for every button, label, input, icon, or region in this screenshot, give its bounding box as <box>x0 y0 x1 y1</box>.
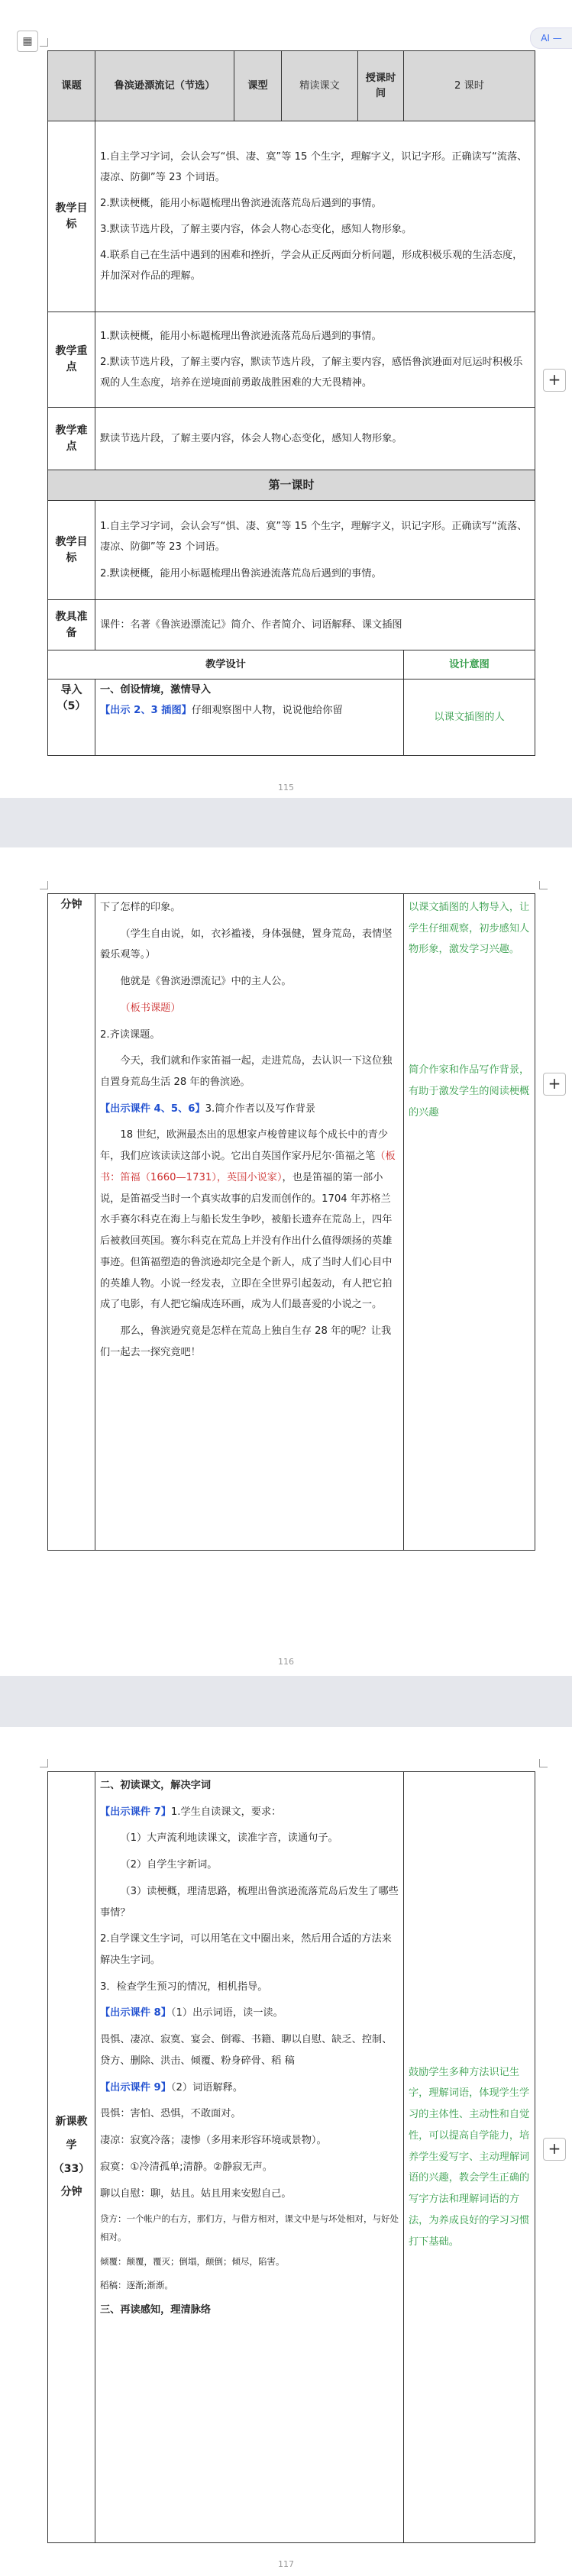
lesson-text: 2.自学课文生字词，可以用笔在文中圈出来，然后用合适的方法来解决生字词。 <box>100 1933 392 1967</box>
intro-label: 导入（5） <box>48 680 95 756</box>
requirement: （3）读梗概，理清思路，梳理出鲁滨逊流落荒岛后发生了哪些事情？ <box>100 1885 399 1919</box>
lesson-goals-label: 教学目标 <box>48 501 95 600</box>
word-definition: 寂寞：①冷清孤单;清静。②静寂无声。 <box>100 2161 273 2173</box>
topic-value: 鲁滨逊漂流记（节选） <box>95 51 234 121</box>
lesson-goal-item: 1.自主学习字词，会认会写“惧、凄、寞”等 15 个生字，理解字义，识记字形。正确读写“流落、凄凉、防御”等 23 个词语。 <box>100 521 528 554</box>
background-text: ，也是笛福的第一部小说，是笛福受当时一个真实故事的启发而创作的。1704 年苏格兰水手赛尔科克在海上与船长发生争吵，被船长遗弃在荒岛上，四年后被救回英国。赛尔科克在荒岛上并没有作出什么值得颂扬的英雄事迹。但笛福塑造的鲁滨逊却完全是个新人，成了当时人们心目中的英雄人物。小说一经发表，立即在全世界引起轰动，有人把它拍成了电影，有人把它编成连环画，成为人们最喜爱的小说之一。 <box>100 1171 393 1311</box>
page-number: 116 <box>278 1657 294 1667</box>
lesson-text: 1.学生自读课文，要求： <box>170 1806 282 1818</box>
slide-reference: 【出示课件 8】 <box>100 2007 171 2019</box>
page-gap <box>0 798 572 847</box>
goal-item: 2.默读梗概，能用小标题梳理出鲁滨逊流落荒岛后遇到的事情。 <box>100 197 382 209</box>
lesson-plan-table-cont <box>47 893 535 1551</box>
lesson-plan-table-cont <box>47 1771 535 2543</box>
lesson-plan-table <box>47 50 535 756</box>
intent-label: 设计意图 <box>404 650 535 680</box>
crop-mark <box>40 38 48 47</box>
intro-text: 下了怎样的印象。 <box>100 902 181 913</box>
closing-text: 那么，鲁滨逊究竟是怎样在荒岛上独自生存 28 年的呢？让我们一起去一探究竟吧！ <box>100 1325 392 1358</box>
board-note: （板书：笛福（1660—1731），英国小说家） <box>100 1151 396 1183</box>
page-number: 115 <box>278 783 294 792</box>
requirement: （2）自学生字新词。 <box>120 1859 218 1871</box>
lesson-text: （1）出示词语，读一读。 <box>170 2007 283 2019</box>
requirement: （1）大声流利地读课文，读准字音，读通句子。 <box>120 1832 338 1845</box>
type-label: 课型 <box>234 51 282 121</box>
slide-reference: 【出示课件 4、5、6】 <box>100 1102 205 1115</box>
intent-text: 简介作家和作品写作背景，有助于激发学生的阅读梗概的兴趣 <box>409 1064 530 1119</box>
intent-text: 以课文插图的人 <box>404 680 535 756</box>
intro-text: 3.简介作者以及写作背景 <box>205 1102 316 1115</box>
grid-icon[interactable]: ▦ <box>17 31 38 52</box>
prep-text: 课件：名著《鲁滨逊漂流记》简介、作者简介、词语解释、课文插图 <box>95 600 535 650</box>
goals-label: 教学目标 <box>48 121 95 312</box>
page-gap <box>0 1676 572 1727</box>
background-text: 18 世纪，欧洲最杰出的思想家卢梭曾建议每个成长中的青少年，我们应该读读这部小说。它出自英国作家丹尼尔·笛福之笔 <box>100 1129 389 1163</box>
document-page-3 <box>0 1727 572 2576</box>
goal-item: 1.自主学习字词，会认会写“惧、凄、寞”等 15 个生字，理解字义，识记字形。正确读写“流落、凄凉、防御”等 23 个词语。 <box>100 150 528 183</box>
type-value: 精读课文 <box>282 51 358 121</box>
slide-reference: 【出示 2、3 插图】 <box>100 704 192 716</box>
crop-mark <box>40 1759 48 1767</box>
document-page-2 <box>0 847 572 1676</box>
key-points-label: 教学重点 <box>48 312 95 408</box>
add-button[interactable]: + <box>543 1073 566 1096</box>
section-heading: 二、初读课文，解决字词 <box>100 1780 212 1791</box>
word-definition: 聊以自慰：聊，姑且。姑且用来安慰自己。 <box>100 2187 292 2200</box>
word-definition: 稻稿：逐渐;渐渐。 <box>100 2279 173 2290</box>
goal-item: 3.默读节选片段，了解主要内容，体会人物心态变化，感知人物形象。 <box>100 224 412 235</box>
difficulties-label: 教学难点 <box>48 408 95 470</box>
intent-text: 鼓励学生多种方法识记生字，理解词语，体现学生学习的主体性、主动性和自觉性，可以提高自学能力，培养学生爱写字、主动理解词语的兴趣，教会学生正确的写字方法和理解词语的方法，为养成良好的学习习惯打下基础。 <box>404 1772 535 2543</box>
intro-line: 仔细观察图中人物，说说他给你留 <box>191 704 343 716</box>
add-button[interactable]: + <box>543 2138 566 2161</box>
board-note: （板书课题） <box>120 1002 181 1014</box>
key-point-item: 2.默读节选片段，了解主要内容，默读节选片段，了解主要内容，感悟鲁滨逊面对厄运时积极乐观的人生态度，培养在逆境面前勇敢战胜困难的大无畏精神。 <box>100 356 523 389</box>
intent-text: 以课文插图的人物导入，让学生仔细观察，初步感知人物形象，激发学习兴趣。 <box>409 902 530 956</box>
section-heading: 三、再读感知，理清脉络 <box>100 2303 212 2316</box>
intro-heading: 一、创设情境，激情导入 <box>100 684 212 696</box>
word-definition: 凄凉：寂寞冷落；凄惨（多用来形容环境或景物）。 <box>100 2135 327 2147</box>
goal-item: 4.联系自己在生活中遇到的困难和挫折，学会从正反两面分析问题，形成积极乐观的生活态度，并加深对作品的理解。 <box>100 250 523 282</box>
crop-mark <box>539 1759 548 1767</box>
page-number: 117 <box>278 2559 294 2569</box>
intro-text: 今天，我们就和作家笛福一起，走进荒岛，去认识一下这位独自置身荒岛生活 28 年的鲁滨逊。 <box>100 1055 393 1089</box>
topic-label: 课题 <box>48 51 95 121</box>
header-row <box>48 51 535 121</box>
intro-text: 2.齐读课题。 <box>100 1028 160 1041</box>
ai-assistant-tab[interactable]: AI — <box>530 27 572 49</box>
key-point-item: 1.默读梗概，能用小标题梳理出鲁滨逊流落荒岛后遇到的事情。 <box>100 330 382 342</box>
prep-label: 教具准备 <box>48 600 95 650</box>
new-lesson-label: 新课教学（33）分钟 <box>48 1772 95 2543</box>
intro-label-cont: 分钟 <box>48 894 95 1551</box>
crop-mark <box>40 881 48 889</box>
word-list: 畏惧、凄凉、寂寞、宴会、倒霉、书籍、聊以自慰、缺乏、控制、贷方、删除、洪击、倾覆、粉身碎骨、稻 稿 <box>100 2034 393 2067</box>
design-label: 教学设计 <box>48 650 404 680</box>
document-page-1 <box>0 0 572 798</box>
word-definition: 畏惧：害怕、恐惧，不敢面对。 <box>100 2108 241 2120</box>
word-definition: 倾覆：颠覆，覆灭；倒塌，颠倒；倾尽，陷害。 <box>100 2255 285 2267</box>
time-label: 授课时间 <box>358 51 404 121</box>
lesson-text: 3．检查学生预习的情况，相机指导。 <box>100 1980 268 1993</box>
intro-text: （学生自由说，如，衣衫褴褛，身体强健，置身荒岛，表情坚毅乐观等。） <box>100 928 393 961</box>
intro-text: 他就是《鲁滨逊漂流记》中的主人公。 <box>120 976 292 988</box>
slide-reference: 【出示课件 7】 <box>100 1806 171 1818</box>
lesson-goal-item: 2.默读梗概，能用小标题梳理出鲁滨逊流落荒岛后遇到的事情。 <box>100 567 382 579</box>
difficulties-text: 默读节选片段，了解主要内容，体会人物心态变化，感知人物形象。 <box>95 408 535 470</box>
add-button[interactable]: + <box>543 369 566 392</box>
slide-reference: 【出示课件 9】 <box>100 2081 171 2093</box>
lesson-text: （2）词语解释。 <box>170 2081 244 2093</box>
lesson-title: 第一课时 <box>48 470 535 501</box>
crop-mark <box>539 881 548 889</box>
time-value: 2 课时 <box>404 51 535 121</box>
word-definition: 贷方：一个帐户的右方，那们方，与借方相对，课文中是与坏处相对，与好处相对。 <box>100 2213 399 2243</box>
